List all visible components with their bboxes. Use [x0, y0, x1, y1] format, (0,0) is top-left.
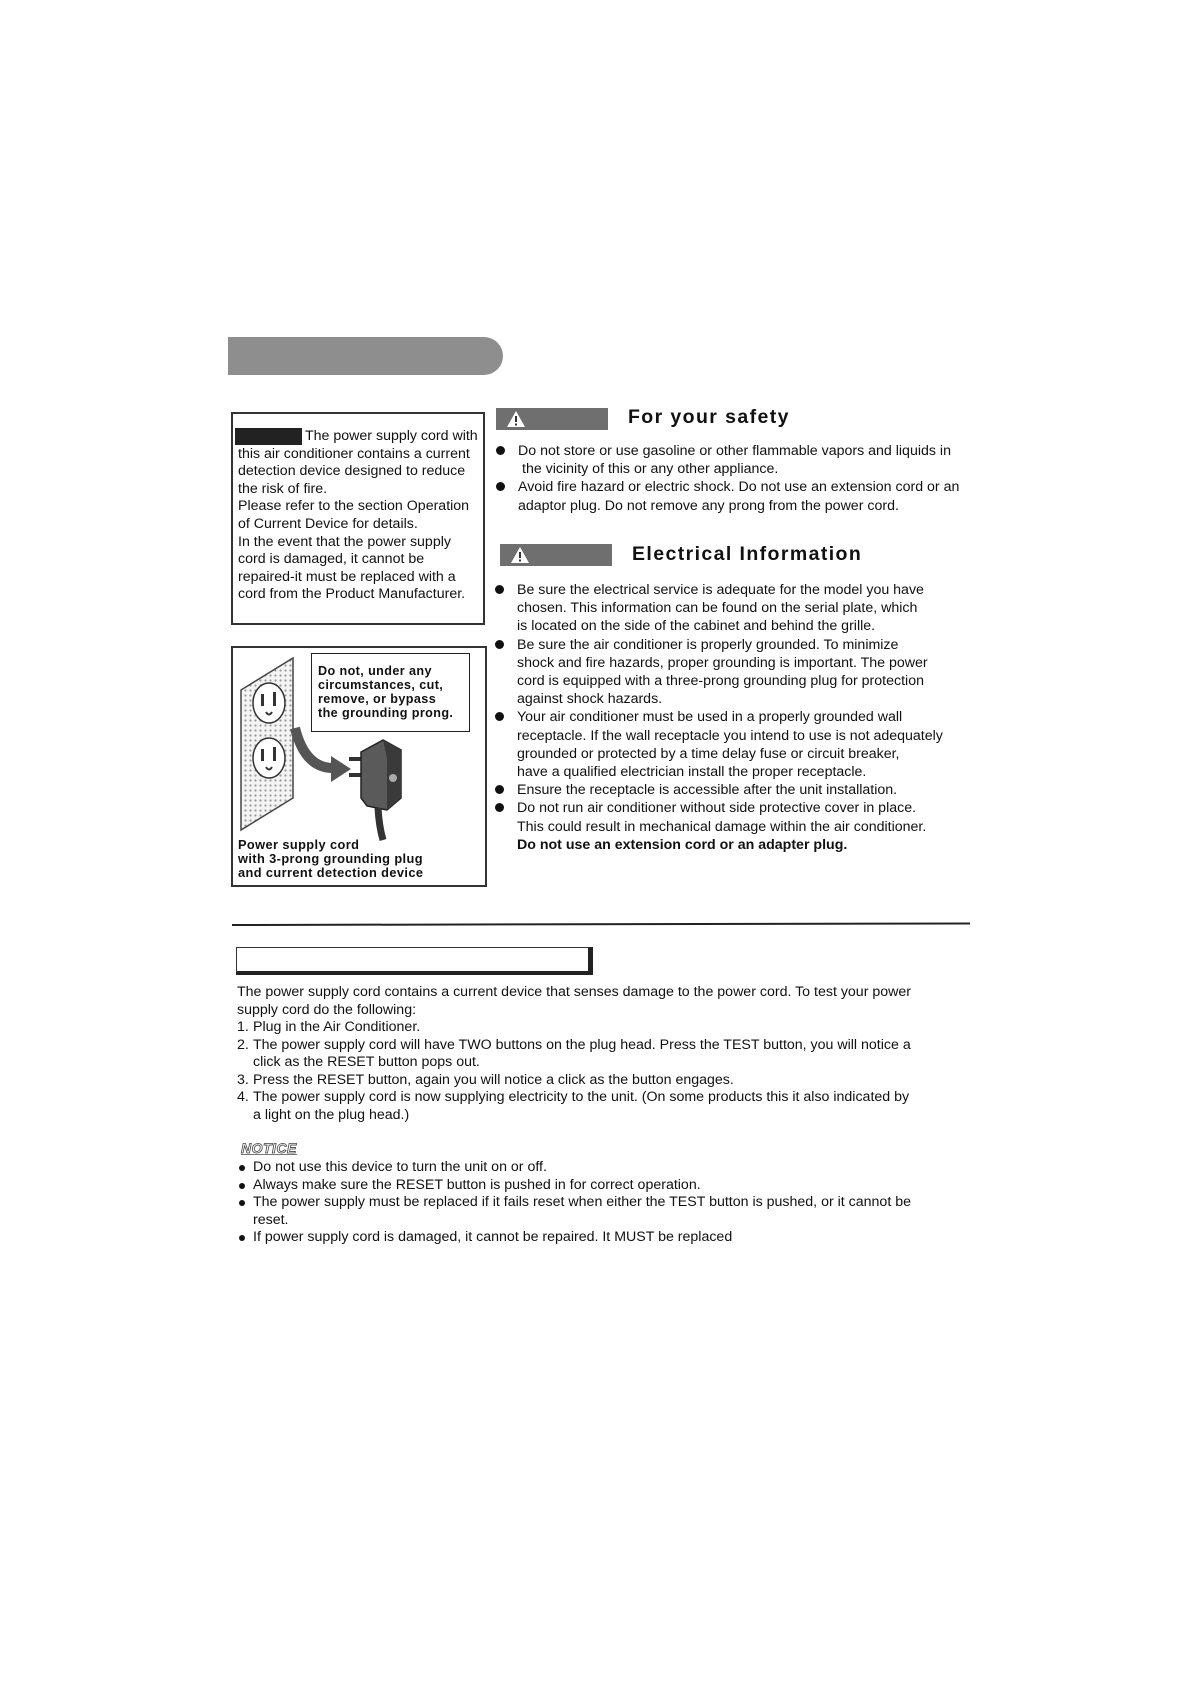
- notice-line: the risk of fire.: [238, 480, 328, 497]
- list-item: Do not run air conditioner without side protective cover in place. This could result in mechanical damage within the air conditioner. Do not use an extension cord or an adapter plug.: [495, 799, 985, 854]
- list-item: Be sure the electrical service is adequate for the model you have chosen. This information can be found on the serial plate, which is located on the side of the cabinet and behind the grille.: [495, 581, 985, 636]
- list-item: Do not store or use gasoline or other flammable vapors and liquids in the vicinity of this or any other appliance.: [496, 442, 986, 478]
- list-item: Ensure the receptacle is accessible after the unit installation.: [495, 781, 985, 799]
- warning-triangle-icon: [510, 546, 530, 564]
- callout-line: remove, or bypass: [318, 692, 437, 706]
- cord-notice-box: [231, 412, 485, 625]
- section-divider: [232, 922, 970, 926]
- test-intro: The power supply cord contains a current device that senses damage to the power cord. To test your power supply cord do the following:: [237, 984, 912, 1018]
- list-item: The power supply must be replaced if it fails reset when either the TEST button is pushed, or it cannot be reset.: [239, 1194, 959, 1229]
- plug-icon: [349, 740, 401, 840]
- notice-line: Please refer to the section Operation: [238, 498, 470, 515]
- extension-cord-warning: Do not use an extension cord or an adapter plug.: [517, 836, 848, 853]
- list-item: Avoid fire hazard or electric shock. Do not use an extension cord or an adaptor plug. Do not remove any prong from the power cord.: [496, 478, 986, 514]
- plug-figure-caption: [238, 838, 483, 880]
- list-item: If power supply cord is damaged, it cannot be repaired. It MUST be replaced: [239, 1229, 959, 1247]
- electrical-title: Electrical Information: [632, 543, 863, 565]
- caption-line: with 3-prong grounding plug: [238, 851, 423, 866]
- warning-triangle-icon: [506, 410, 526, 428]
- notice-line: cord from the Product Manufacturer.: [238, 586, 466, 603]
- grounding-prong-callout: [311, 653, 470, 732]
- outlet-icon: [253, 683, 285, 723]
- plug-illustration-box: [231, 646, 487, 887]
- outlet-icon: [253, 738, 285, 778]
- notice-line: In the event that the power supply: [238, 533, 451, 550]
- list-item: Always make sure the RESET button is pushed in for correct operation.: [239, 1177, 959, 1195]
- list-item: Be sure the air conditioner is properly grounded. To minimize shock and fire hazards, proper grounding is important. The power cord is equipped with a three-prong grounding plug for protection against shock hazards.: [495, 636, 985, 709]
- notice-line: of Current Device for details.: [238, 515, 418, 532]
- callout-line: Do not, under any: [318, 664, 432, 678]
- notice-line: repaired-it must be replaced with a: [238, 568, 456, 585]
- list-item: Your air conditioner must be used in a properly grounded wall receptacle. If the wall receptacle you intend to use is not adequately grounded or protected by a time delay fuse or circuit breaker, have a qualified electrician install the proper receptacle.: [495, 708, 985, 781]
- test-procedure: [237, 984, 957, 1124]
- notice-line: The power supply cord with: [305, 428, 478, 444]
- notice-title: NOTICE: [241, 1140, 297, 1156]
- test-section-header-box: [236, 947, 593, 975]
- electrical-list: [495, 581, 985, 854]
- step-item: 1. Plug in the Air Conditioner.: [237, 1019, 421, 1035]
- notice-line: this air conditioner contains a current: [238, 445, 470, 462]
- step-item: 4. The power supply cord is now supplying electricity to the unit. (On some products this it also indicated by a light on the plug head.): [237, 1089, 910, 1123]
- notice-line: detection device designed to reduce: [238, 463, 466, 480]
- list-item: Do not use this device to turn the unit on or off.: [239, 1159, 959, 1177]
- cord-notice-text: [238, 428, 479, 604]
- notice-line: cord is damaged, it cannot be: [238, 551, 425, 568]
- notice-list: [239, 1159, 959, 1247]
- safety-list: [496, 442, 986, 515]
- step-item: 3. Press the RESET button, again you will notice a click as the button engages.: [237, 1071, 734, 1088]
- safety-title: For your safety: [628, 406, 790, 428]
- safety-warning-bar: [496, 408, 608, 430]
- callout-line: the grounding prong.: [318, 706, 454, 720]
- callout-line: circumstances, cut,: [318, 678, 444, 692]
- step-item: 2. The power supply cord will have TWO buttons on the plug head. Press the TEST button, you will notice a click as the RESET button pops out.: [237, 1036, 911, 1070]
- caption-line: Power supply cord: [238, 837, 360, 852]
- electrical-warning-bar: [500, 544, 612, 566]
- caption-line: and current detection device: [238, 865, 424, 880]
- section-header-bar: [228, 337, 503, 375]
